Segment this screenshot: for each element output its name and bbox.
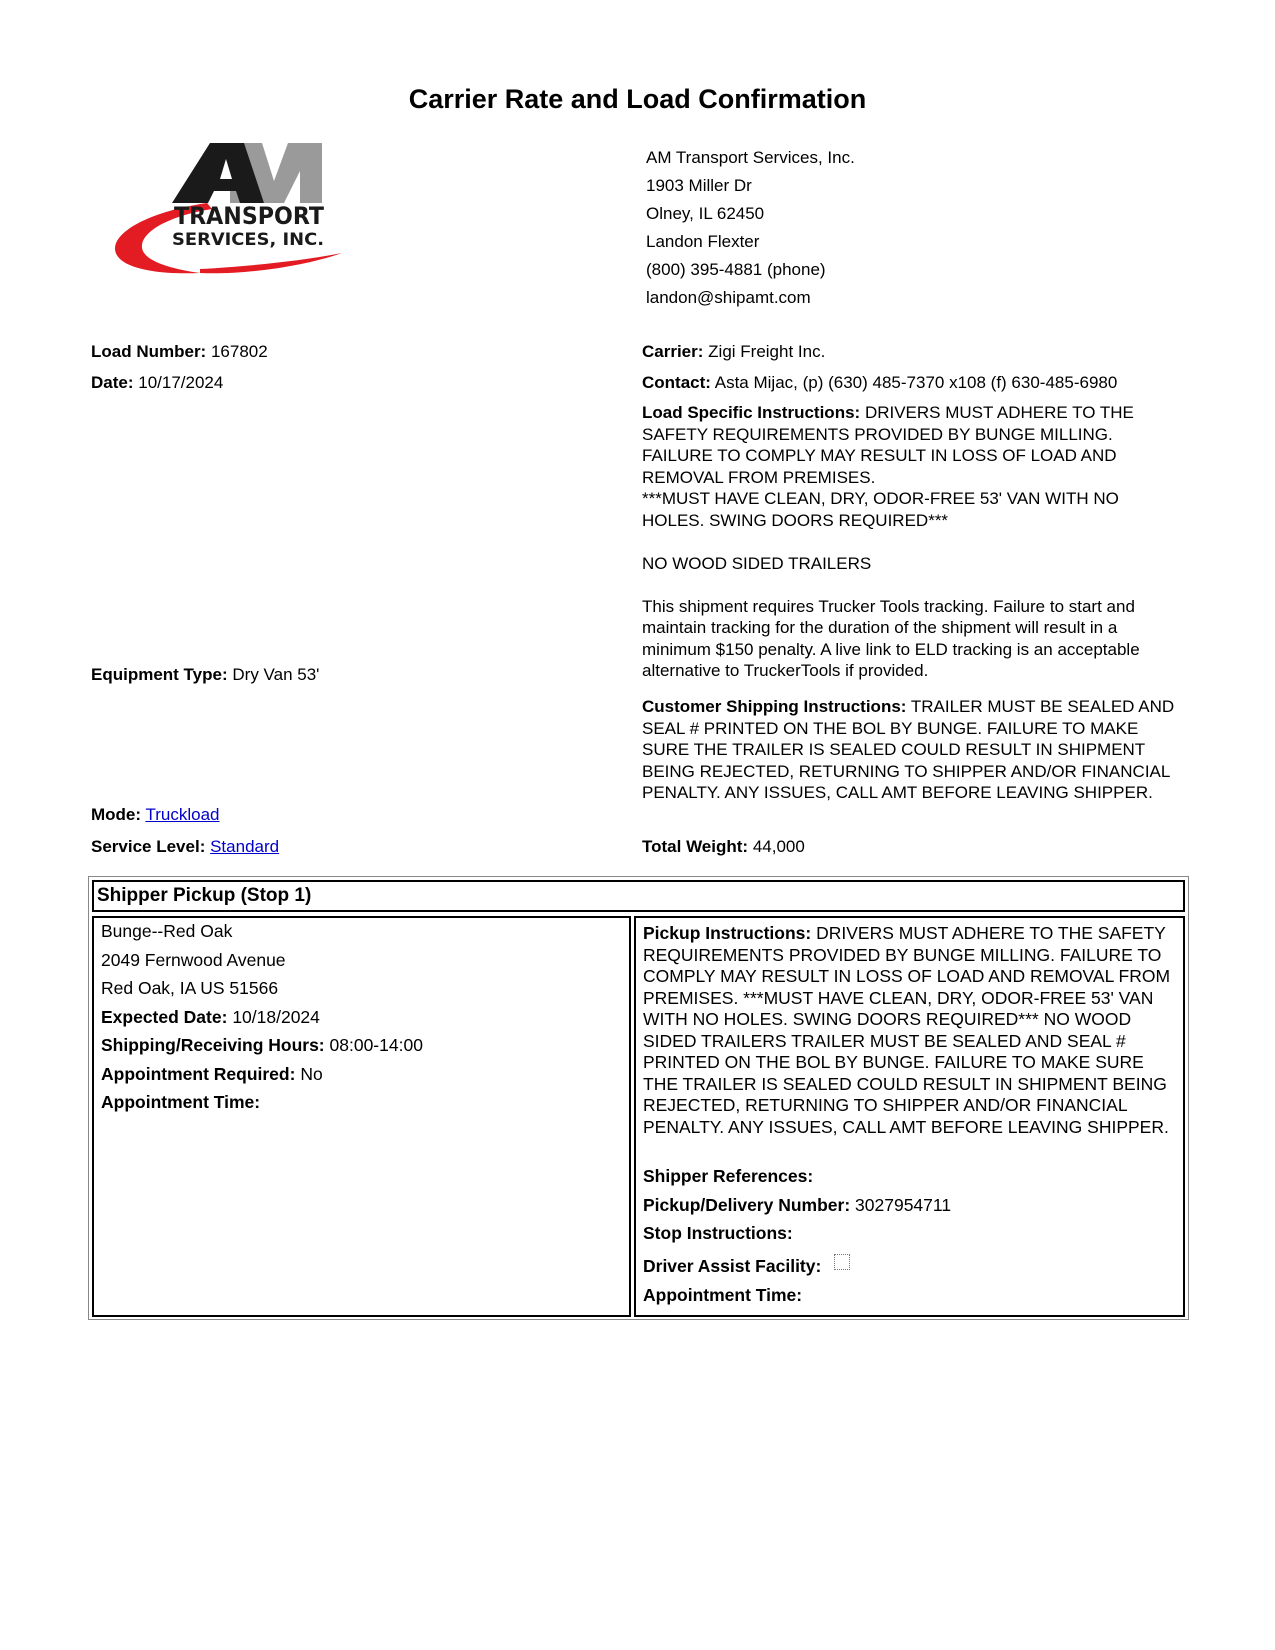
- stop-name: Bunge--Red Oak: [101, 921, 233, 941]
- expected-date-field: [101, 1003, 320, 1032]
- mode-link[interactable]: Truckload: [145, 805, 220, 824]
- company-logo: [112, 141, 346, 281]
- load-instructions-text-2: ***MUST HAVE CLEAN, DRY, ODOR-FREE 53' VAN WITH NO HOLES. SWING DOORS REQUIRED***: [642, 489, 1119, 530]
- appointment-required-field: [101, 1060, 323, 1089]
- pickup-delivery-number-label: Pickup/Delivery Number:: [643, 1194, 851, 1215]
- load-number-label: Load Number:: [91, 342, 207, 361]
- pickup-instructions: [643, 923, 1178, 1138]
- appointment-required-label: Appointment Required:: [101, 1063, 296, 1084]
- total-weight-label: Total Weight:: [642, 837, 749, 856]
- service-level-link[interactable]: Standard: [210, 837, 280, 856]
- stop-address-cell: [92, 916, 631, 1317]
- stop-instructions-field: [643, 1219, 793, 1248]
- company-address-block: [646, 144, 855, 312]
- appointment-time-field-2: [643, 1281, 802, 1310]
- mode-label: Mode:: [91, 805, 142, 824]
- hours-value: 08:00-14:00: [329, 1035, 423, 1055]
- customer-shipping-instructions: [642, 696, 1182, 804]
- hours-field: [101, 1031, 423, 1060]
- customer-instructions-text: TRAILER MUST BE SEALED AND SEAL # PRINTED ON THE BOL BY BUNGE. FAILURE TO MAKE SURE THE TRAILER IS SEALED COULD RESULT IN SHIPMENT BEING REJECTED, RETURNING TO SHIPPER AND/OR FINANCIAL PENALTY. ANY ISSUES, CALL AMT BEFORE LEAVING SHIPPER.: [642, 697, 1175, 802]
- company-street: 1903 Miller Dr: [646, 176, 752, 195]
- pickup-delivery-number-value: 3027954711: [855, 1194, 952, 1215]
- load-instructions-text-1: DRIVERS MUST ADHERE TO THE SAFETY REQUIREMENTS PROVIDED BY BUNGE MILLING. FAILURE TO COMPLY MAY RESULT IN LOSS OF LOAD AND REMOVAL FROM PREMISES.: [642, 403, 1134, 487]
- pickup-instructions-text: DRIVERS MUST ADHERE TO THE SAFETY REQUIREMENTS PROVIDED BY BUNGE MILLING. FAILURE TO COMPLY MAY RESULT IN LOSS OF LOAD AND REMOVAL FROM PREMISES. ***MUST HAVE CLEAN, DRY, ODOR-FREE 53' VAN WITH NO HOLES. SWING DOORS REQUIRED*** NO WOOD SIDED TRAILERS TRAILER MUST BE SEALED AND SEAL # PRINTED ON THE BOL BY BUNGE. FAILURE TO MAKE SURE THE TRAILER IS SEALED COULD RESULT IN SHIPMENT BEING REJECTED, RETURNING TO SHIPPER AND/OR FINANCIAL PENALTY. ANY ISSUES, CALL AMT BEFORE LEAVING SHIPPER.: [643, 923, 1171, 1137]
- logo-text-line1: TRANSPORT: [174, 202, 325, 230]
- service-level-field: [91, 836, 279, 857]
- pickup-delivery-number-field: [643, 1191, 951, 1220]
- page-title: Carrier Rate and Load Confirmation: [408, 84, 867, 114]
- company-phone: (800) 395-4881 (phone): [646, 260, 826, 279]
- company-city: Olney, IL 62450: [646, 204, 765, 223]
- customer-instructions-label: Customer Shipping Instructions:: [642, 697, 907, 716]
- hours-label: Shipping/Receiving Hours:: [101, 1035, 325, 1055]
- appointment-time-label-2: Appointment Time:: [643, 1284, 803, 1305]
- carrier-value: Zigi Freight Inc.: [708, 342, 826, 361]
- expected-date-label: Expected Date:: [101, 1006, 228, 1027]
- company-name: AM Transport Services, Inc.: [646, 148, 855, 167]
- equipment-label: Equipment Type:: [91, 665, 228, 684]
- driver-assist-label: Driver Assist Facility:: [643, 1256, 822, 1276]
- pickup-instructions-label: Pickup Instructions:: [643, 923, 812, 943]
- appointment-time-field: [101, 1088, 260, 1117]
- driver-assist-checkbox[interactable]: [834, 1254, 850, 1270]
- logo-text-line2: SERVICES, INC.: [172, 230, 324, 250]
- contact-label: Contact:: [642, 373, 711, 392]
- load-instructions-text-4: This shipment requires Trucker Tools tracking. Failure to start and maintain tracking for the duration of the shipment will result in a minimum $150 penalty. A live link to ELD tracking is an acceptable alternative to TruckerTools if provided.: [642, 596, 1140, 680]
- service-level-label: Service Level:: [91, 837, 206, 856]
- shipper-references-field: [643, 1162, 813, 1191]
- stop-table: [88, 876, 1189, 1320]
- load-specific-instructions: [642, 402, 1182, 682]
- driver-assist-field: [643, 1252, 850, 1281]
- load-instructions-label: Load Specific Instructions:: [642, 403, 861, 422]
- carrier-field: [642, 341, 825, 362]
- shipper-references-label: Shipper References:: [643, 1166, 814, 1186]
- carrier-label: Carrier:: [642, 342, 704, 361]
- contact-value: Asta Mijac, (p) (630) 485-7370 x108 (f) 630-485-6980: [714, 373, 1118, 392]
- load-number-value: 167802: [210, 342, 268, 361]
- stop-header: Shipper Pickup (Stop 1): [92, 880, 1185, 912]
- stop-instructions-label: Stop Instructions:: [643, 1223, 793, 1243]
- company-contact: Landon Flexter: [646, 232, 760, 251]
- total-weight-value: 44,000: [752, 837, 805, 856]
- appointment-required-value: No: [300, 1063, 323, 1084]
- company-email: landon@shipamt.com: [646, 288, 811, 307]
- equipment-value: Dry Van 53': [232, 665, 320, 684]
- appointment-time-label: Appointment Time:: [101, 1092, 261, 1112]
- load-instructions-text-3: NO WOOD SIDED TRAILERS: [642, 553, 872, 573]
- date-field: [91, 372, 223, 393]
- stop-city: Red Oak, IA US 51566: [101, 978, 279, 998]
- stop-instructions-cell: [634, 916, 1185, 1317]
- date-label: Date:: [91, 373, 134, 392]
- load-number-field: [91, 341, 268, 362]
- equipment-field: [91, 664, 319, 685]
- date-value: 10/17/2024: [138, 373, 224, 392]
- stop-street: 2049 Fernwood Avenue: [101, 949, 286, 970]
- total-weight-field: [642, 836, 805, 857]
- contact-field: [642, 372, 1117, 393]
- mode-field: [91, 804, 219, 825]
- expected-date-value: 10/18/2024: [232, 1006, 320, 1027]
